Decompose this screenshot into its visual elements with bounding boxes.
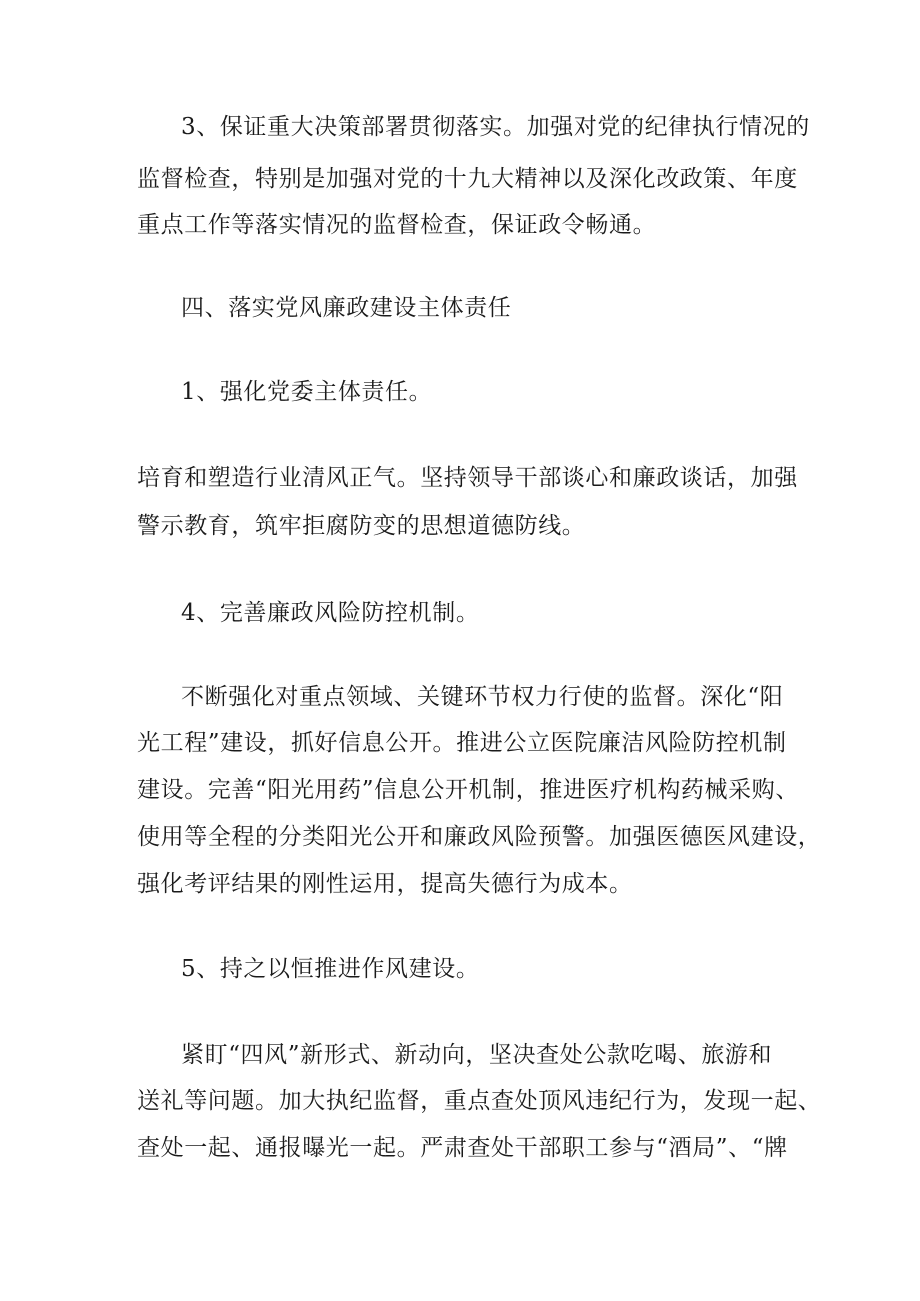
subsection-heading: 4、完善廉政风险防控机制。 [181,600,480,626]
subsection-heading: 1、强化党委主体责任。 [181,379,433,405]
text-line: 使用等全程的分类阳光公开和廉政风险预警。加强医德医风建设， [137,824,822,850]
text-line: 不断强化对重点领域、关键环节权力行使的监督。深化“阳 [181,684,784,710]
text-line: 培育和塑造行业清风正气。坚持领导干部谈心和廉政谈话，加强 [137,465,798,491]
text-line: 紧盯“四风”新形式、新动向，坚决查处公款吃喝、旅游和 [181,1042,773,1068]
text-line: 光工程”建设，抓好信息公开。推进公立医院廉洁风险防控机制 [137,730,787,756]
section-heading: 四、落实党风廉政建设主体责任 [181,295,512,321]
text-line: 重点工作等落实情况的监督检查，保证政令畅通。 [137,212,657,238]
text-line: 查处一起、通报曝光一起。严肃查处干部职工参与“酒局”、“牌 [137,1135,788,1161]
text-line: 3、保证重大决策部署贯彻落实。加强对党的纪律执行情况的 [181,114,810,140]
text-line: 送礼等问题。加大执纪监督，重点查处顶风违纪行为，发现一起、 [137,1088,822,1114]
text-line: 建设。完善“阳光用药”信息公开机制，推进医疗机构药械采购、 [137,777,799,803]
text-line: 警示教育，筑牢拒腐防变的思想道德防线。 [137,513,586,539]
text-line: 强化考评结果的刚性运用，提高失德行为成本。 [137,871,633,897]
text-line: 监督检查，特别是加强对党的十九大精神以及深化改政策、年度 [137,166,798,192]
subsection-heading: 5、持之以恒推进作风建设。 [181,956,480,982]
